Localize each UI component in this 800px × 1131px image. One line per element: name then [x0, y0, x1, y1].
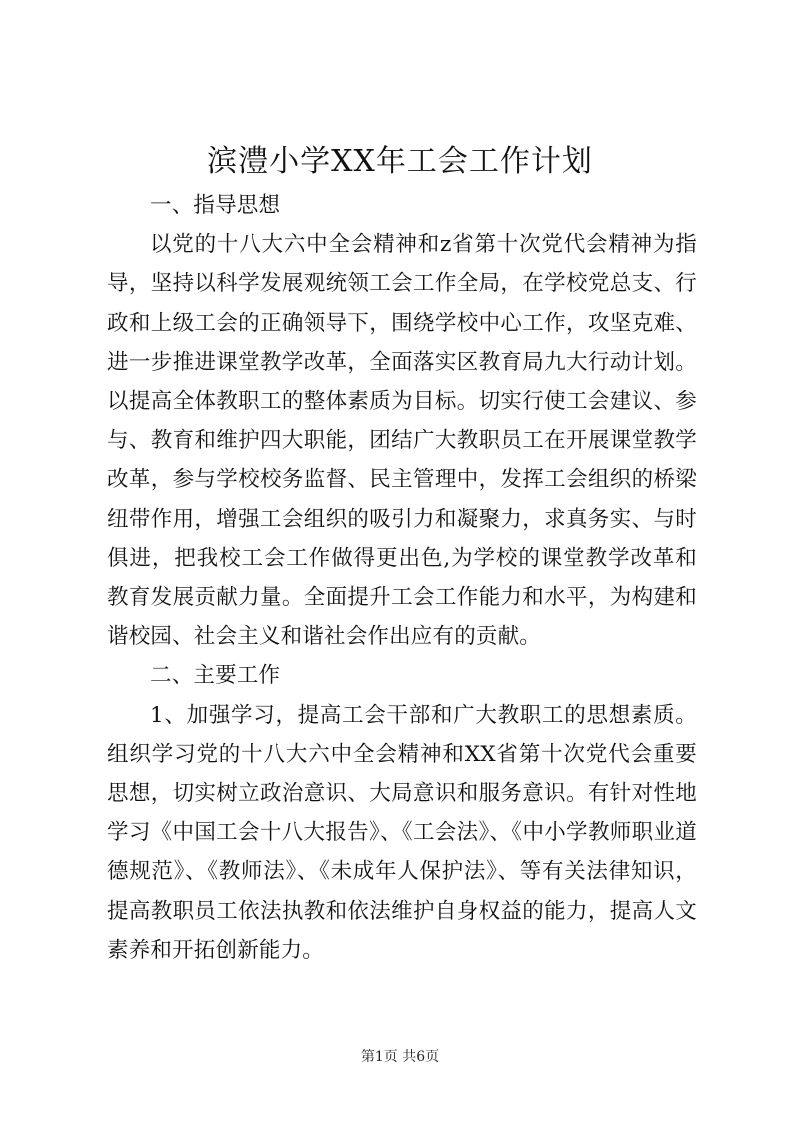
- section-heading-guiding-thought: 一、指导思想: [150, 193, 281, 218]
- section-heading-main-work: 二、主要工作: [150, 663, 281, 689]
- document-title: 滨澧小学XX年工会工作计划: [207, 144, 593, 179]
- paragraph-main-work-1: 1、加强学习，提高工会干部和广大教职工的思想素质。组织学习党的十八大六中全会精神和XX省第十次党代会重要思想，切实树立政治意识、大局意识和服务意识。有针对性地学习《中国工会十八大报告》、《工会法》、《中小学教师职业道德规范》、《教师法》、《未成年人保护法》、等有关法律知识，提高教职员工依法执教和依法维护自身权益的能力，提高人文素养和开拓创新能力。: [107, 702, 697, 963]
- paragraph-guiding-thought: 以党的十八大六中全会精神和z省第十次党代会精神为指导，坚持以科学发展观统领工会工作全局，在学校党总支、行政和上级工会的正确领导下，围绕学校中心工作，攻坚克难、进一步推进课堂教学改革，全面落实区教育局九大行动计划。以提高全体教职工的整体素质为目标。切实行使工会建议、参与、教育和维护四大职能，团结广大教职员工在开展课堂教学改革，参与学校校务监督、民主管理中，发挥工会组织的桥梁纽带作用，增强工会组织的吸引力和凝聚力，求真务实、与时俱进，把我校工会工作做得更出色,为学校的课堂教学改革和教育发展贡献力量。全面提升工会工作能力和水平，为构建和谐校园、社会主义和谐社会作出应有的贡献。: [107, 232, 697, 650]
- page-footer: 第1页 共6页: [360, 1049, 440, 1065]
- document-body: [107, 186, 697, 970]
